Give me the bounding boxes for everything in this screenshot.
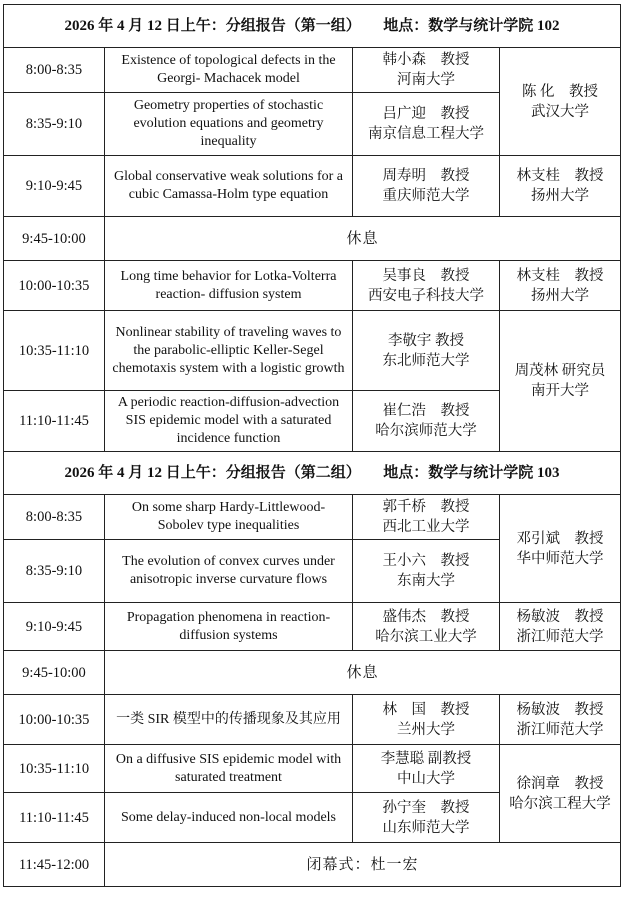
speaker-name: 盛伟杰 教授 xyxy=(382,608,470,625)
break-row xyxy=(4,217,621,261)
speaker-affiliation: 河南大学 xyxy=(397,72,455,88)
talk-title: Propagation phenomena in reaction-diffusion systems xyxy=(105,603,353,651)
chair-cell xyxy=(500,603,621,651)
table-row xyxy=(4,261,621,311)
talk-time: 11:10-11:45 xyxy=(4,793,105,843)
session-header: 2026 年 4 月 12 日上午：分组报告（第一组） 地点：数学与统计学院 102 xyxy=(4,5,621,48)
speaker-cell xyxy=(353,745,500,793)
speaker-affiliation: 西北工业大学 xyxy=(382,519,470,535)
speaker-cell xyxy=(353,48,500,93)
speaker-affiliation: 哈尔滨师范大学 xyxy=(375,423,477,439)
talk-title: Geometry properties of stochastic evolution equations and geometry inequality xyxy=(105,93,353,156)
talk-title: On a diffusive SIS epidemic model with saturated treatment xyxy=(105,745,353,793)
speaker-name: 孙宁奎 教授 xyxy=(382,799,470,816)
chair-name: 徐润章 教授 xyxy=(516,775,604,792)
break-label: 休息 xyxy=(105,217,621,261)
talk-time: 10:35-11:10 xyxy=(4,311,105,391)
chair-name: 林支桂 教授 xyxy=(516,168,604,184)
speaker-name: 韩小森 教授 xyxy=(382,52,470,68)
speaker-name: 王小六 教授 xyxy=(382,553,470,569)
chair-affiliation: 哈尔滨工程大学 xyxy=(509,795,611,812)
talk-time: 9:10-9:45 xyxy=(4,156,105,217)
closing-label: 闭幕式：杜一宏 xyxy=(105,843,621,887)
chair-cell xyxy=(500,495,621,603)
session-header: 2026 年 4 月 12 日上午：分组报告（第二组） 地点：数学与统计学院 103 xyxy=(4,452,621,495)
speaker-cell xyxy=(353,495,500,540)
speaker-affiliation: 哈尔滨工业大学 xyxy=(375,628,477,645)
talk-time: 8:35-9:10 xyxy=(4,93,105,156)
talk-title: 一类 SIR 模型中的传播现象及其应用 xyxy=(105,695,353,745)
table-row xyxy=(4,48,621,93)
speaker-cell xyxy=(353,695,500,745)
speaker-cell xyxy=(353,603,500,651)
speaker-cell xyxy=(353,93,500,156)
chair-cell xyxy=(500,48,621,156)
talk-time: 10:35-11:10 xyxy=(4,745,105,793)
chair-affiliation: 南开大学 xyxy=(531,383,589,399)
table-row xyxy=(4,156,621,217)
speaker-affiliation: 西安电子科技大学 xyxy=(368,287,484,304)
chair-affiliation: 浙江师范大学 xyxy=(516,628,604,645)
speaker-cell xyxy=(353,391,500,452)
speaker-name: 吕广迎 教授 xyxy=(382,106,470,122)
speaker-name: 李慧聪 副教授 xyxy=(380,750,472,767)
speaker-affiliation: 兰州大学 xyxy=(397,721,455,738)
talk-title: Long time behavior for Lotka-Volterra reaction- diffusion system xyxy=(105,261,353,311)
chair-cell xyxy=(500,695,621,745)
chair-name: 杨敏波 教授 xyxy=(516,701,604,718)
table-row xyxy=(4,603,621,651)
break-label: 休息 xyxy=(105,651,621,695)
table-row xyxy=(4,745,621,793)
speaker-cell xyxy=(353,261,500,311)
speaker-cell xyxy=(353,311,500,391)
chair-cell xyxy=(500,745,621,843)
speaker-affiliation: 南京信息工程大学 xyxy=(368,126,484,142)
speaker-affiliation: 重庆师范大学 xyxy=(382,188,470,204)
talk-title: Some delay-induced non-local models xyxy=(105,793,353,843)
session-header-row xyxy=(4,5,621,48)
speaker-affiliation: 中山大学 xyxy=(397,770,455,787)
table-row xyxy=(4,495,621,540)
chair-name: 林支桂 教授 xyxy=(516,267,604,284)
chair-cell xyxy=(500,311,621,452)
talk-title: Nonlinear stability of traveling waves to the parabolic-elliptic Keller-Segel chemotaxis system with a logistic growth xyxy=(105,311,353,391)
speaker-cell xyxy=(353,540,500,603)
talk-time: 10:00-10:35 xyxy=(4,261,105,311)
chair-name: 杨敏波 教授 xyxy=(516,608,604,625)
talk-time: 11:45-12:00 xyxy=(4,843,105,887)
chair-affiliation: 扬州大学 xyxy=(531,287,589,304)
chair-cell xyxy=(500,261,621,311)
talk-title: Global conservative weak solutions for a cubic Camassa-Holm type equation xyxy=(105,156,353,217)
speaker-name: 李敬宇 教授 xyxy=(387,332,465,349)
talk-title: On some sharp Hardy-Littlewood-Sobolev type inequalities xyxy=(105,495,353,540)
schedule-table xyxy=(3,4,621,887)
closing-row xyxy=(4,843,621,887)
chair-affiliation: 扬州大学 xyxy=(531,188,589,204)
chair-affiliation: 武汉大学 xyxy=(531,103,589,120)
speaker-affiliation: 东南大学 xyxy=(397,573,455,589)
speaker-affiliation: 东北师范大学 xyxy=(382,352,470,369)
talk-time: 8:35-9:10 xyxy=(4,540,105,603)
chair-affiliation: 浙江师范大学 xyxy=(516,721,604,738)
speaker-name: 周寿明 教授 xyxy=(382,168,470,184)
break-row xyxy=(4,651,621,695)
speaker-affiliation: 山东师范大学 xyxy=(382,819,470,836)
talk-title: Existence of topological defects in the Georgi- Machacek model xyxy=(105,48,353,93)
chair-name: 周茂林 研究员 xyxy=(514,363,606,379)
talk-title: The evolution of convex curves under anisotropic inverse curvature flows xyxy=(105,540,353,603)
talk-time: 10:00-10:35 xyxy=(4,695,105,745)
chair-affiliation: 华中师范大学 xyxy=(516,550,604,567)
chair-cell xyxy=(500,156,621,217)
talk-time: 9:10-9:45 xyxy=(4,603,105,651)
talk-time: 11:10-11:45 xyxy=(4,391,105,452)
speaker-name: 郭千桥 教授 xyxy=(382,499,470,515)
talk-time: 9:45-10:00 xyxy=(4,217,105,261)
talk-time: 9:45-10:00 xyxy=(4,651,105,695)
talk-title: A periodic reaction-diffusion-advection SIS epidemic model with a saturated incidence function xyxy=(105,391,353,452)
speaker-name: 崔仁浩 教授 xyxy=(382,403,470,419)
chair-name: 陈 化 教授 xyxy=(521,83,599,100)
speaker-name: 吴事良 教授 xyxy=(382,267,470,284)
chair-name: 邓引斌 教授 xyxy=(516,530,604,547)
table-row xyxy=(4,695,621,745)
speaker-cell xyxy=(353,793,500,843)
speaker-name: 林 国 教授 xyxy=(382,701,470,718)
talk-time: 8:00-8:35 xyxy=(4,495,105,540)
table-row xyxy=(4,311,621,391)
speaker-cell xyxy=(353,156,500,217)
session-header-row xyxy=(4,452,621,495)
talk-time: 8:00-8:35 xyxy=(4,48,105,93)
